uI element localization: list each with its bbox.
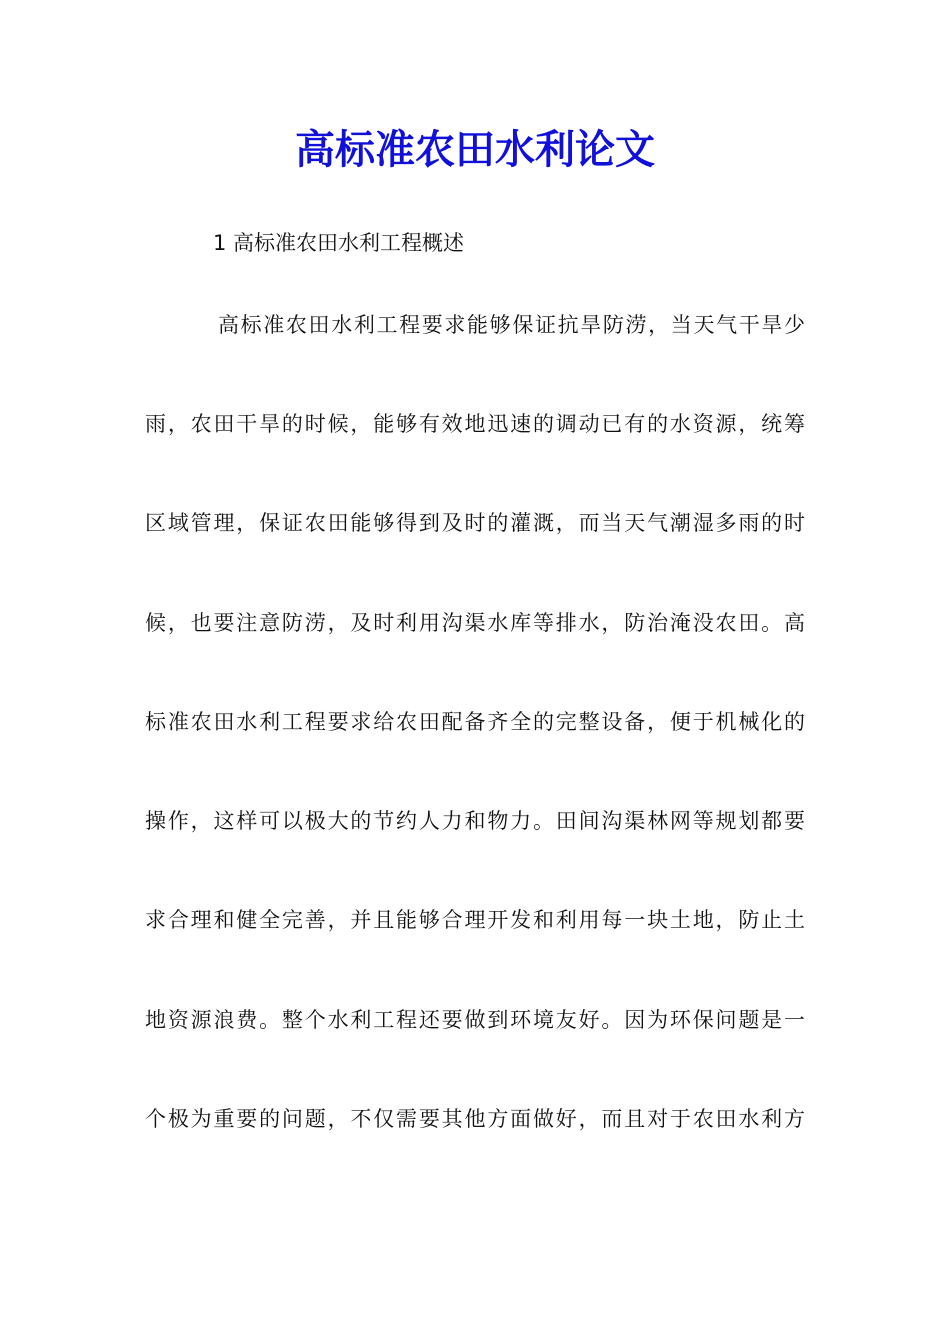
paragraph-line: 标准农田水利工程要求给农田配备齐全的完整设备，便于机械化的 <box>145 710 805 734</box>
paragraph-line: 候，也要注意防涝，及时利用沟渠水库等排水，防治淹没农田。高 <box>145 611 805 635</box>
paragraph-line: 雨，农田干旱的时候，能够有效地迅速的调动已有的水资源，统筹 <box>145 412 805 436</box>
paragraph-line: 区域管理，保证农田能够得到及时的灌溉，而当天气潮湿多雨的时 <box>145 511 805 535</box>
paragraph-line: 地资源浪费。整个水利工程还要做到环境友好。因为环保问题是一 <box>145 1008 805 1032</box>
paragraph-line: 高标准农田水利工程要求能够保证抗旱防涝，当天气干旱少 <box>218 313 805 337</box>
paragraph-line: 个极为重要的问题，不仅需要其他方面做好，而且对于农田水利方 <box>145 1107 805 1131</box>
section-heading: 1 高标准农田水利工程概述 <box>213 231 465 255</box>
document-title: 高标准农田水利论文 <box>295 126 655 173</box>
paragraph-line: 求合理和健全完善，并且能够合理开发和利用每一块土地，防止土 <box>145 908 805 932</box>
paragraph-line: 操作，这样可以极大的节约人力和物力。田间沟渠林网等规划都要 <box>145 809 805 833</box>
